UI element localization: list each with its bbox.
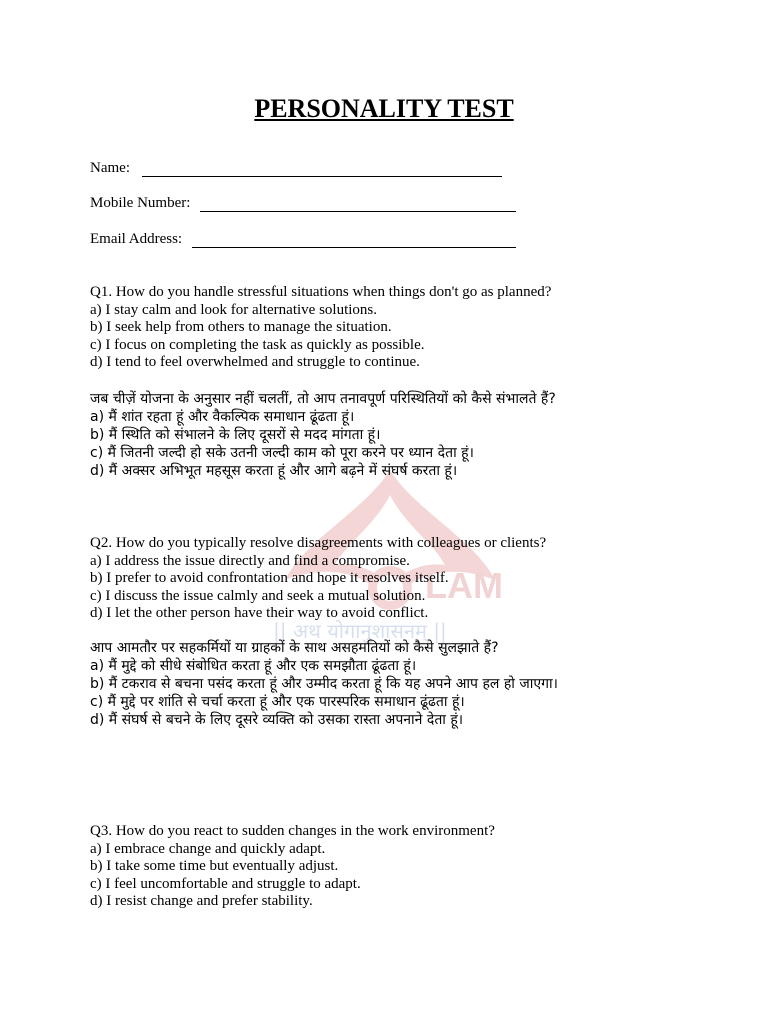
answer-option-hindi[interactable]: b) मैं टकराव से बचना पसंद करता हूं और उम्मीद करता हूं कि यह अपने आप हल हो जाएगा। <box>90 675 558 692</box>
question-1-english <box>90 284 680 372</box>
question-2-english <box>90 535 680 623</box>
name-field[interactable] <box>90 159 502 177</box>
answer-option[interactable]: d) I let the other person have their way to avoid conflict. <box>90 605 429 622</box>
question-text: Q2. How do you typically resolve disagreements with colleagues or clients? <box>90 535 547 551</box>
answer-option-hindi[interactable]: d) मैं संघर्ष से बचने के लिए दूसरे व्यक्ति को उसका रास्ता अपनाने देता हूं। <box>90 711 464 728</box>
answer-option-hindi[interactable]: c) मैं जितनी जल्दी हो सके उतनी जल्दी काम को पूरा करने पर ध्यान देता हूं। <box>90 444 474 461</box>
question-3 <box>90 823 680 911</box>
answer-option-hindi[interactable]: d) मैं अक्सर अभिभूत महसूस करता हूं और आगे बढ़ने में संघर्ष करता हूं। <box>90 462 458 479</box>
answer-option[interactable]: a) I embrace change and quickly adapt. <box>90 840 326 857</box>
name-blank-line[interactable] <box>142 162 502 177</box>
answer-option-hindi[interactable]: c) मैं मुद्दे पर शांति से चर्चा करता हूं और एक पारस्परिक समाधान ढूंढता हूं। <box>90 693 465 710</box>
answer-option-hindi[interactable]: a) मैं मुद्दे को सीधे संबोधित करता हूं और एक समझौता ढूंढता हूं। <box>90 657 417 674</box>
answer-option[interactable]: a) I stay calm and look for alternative solutions. <box>90 301 377 318</box>
mobile-number-label: Mobile Number: <box>90 195 191 211</box>
email-address-label: Email Address: <box>90 231 183 247</box>
mobile-number-blank-line[interactable] <box>200 197 516 212</box>
question-1 <box>90 284 680 480</box>
watermark-text: LAM <box>425 565 503 606</box>
question-2 <box>90 535 680 729</box>
answer-option[interactable]: c) I feel uncomfortable and struggle to adapt. <box>90 875 361 892</box>
question-2-hindi <box>90 639 675 729</box>
name-label: Name: <box>90 160 130 176</box>
email-address-blank-line[interactable] <box>192 233 516 248</box>
answer-option[interactable]: d) I resist change and prefer stability. <box>90 893 313 910</box>
answer-option[interactable]: b) I take some time but eventually adjust. <box>90 858 339 875</box>
question-1-hindi <box>90 390 675 480</box>
answer-option[interactable]: b) I prefer to avoid confrontation and hope it resolves itself. <box>90 570 449 587</box>
answer-option[interactable]: b) I seek help from others to manage the situation. <box>90 319 392 336</box>
question-text-hindi: जब चीज़ें योजना के अनुसार नहीं चलतीं, तो आप तनावपूर्ण परिस्थितियों को कैसे संभालते हैं? <box>90 390 556 407</box>
answer-option-hindi[interactable]: b) मैं स्थिति को संभालने के लिए दूसरों से मदद मांगता हूं। <box>90 426 381 443</box>
answer-option[interactable]: c) I discuss the issue calmly and seek a mutual solution. <box>90 587 426 604</box>
question-text: Q1. How do you handle stressful situations when things don't go as planned? <box>90 284 552 300</box>
question-3-english <box>90 823 680 911</box>
email-address-field[interactable] <box>90 230 516 248</box>
page-title: PERSONALITY TEST <box>254 94 514 123</box>
question-text-hindi: आप आमतौर पर सहकर्मियों या ग्राहकों के साथ असहमतियों को कैसे सुलझाते हैं? <box>90 639 499 656</box>
answer-option[interactable]: d) I tend to feel overwhelmed and struggle to continue. <box>90 354 420 371</box>
answer-option[interactable]: a) I address the issue directly and find a compromise. <box>90 552 410 569</box>
mobile-number-field[interactable] <box>90 194 516 212</box>
answer-option[interactable]: c) I focus on completing the task as quickly as possible. <box>90 336 425 353</box>
watermark-motto: || अथ योगानुशासनम् || <box>273 619 447 643</box>
answer-option-hindi[interactable]: a) मैं शांत रहता हूं और वैकल्पिक समाधान ढूंढता हूं। <box>90 408 355 425</box>
question-text: Q3. How do you react to sudden changes in the work environment? <box>90 823 495 839</box>
